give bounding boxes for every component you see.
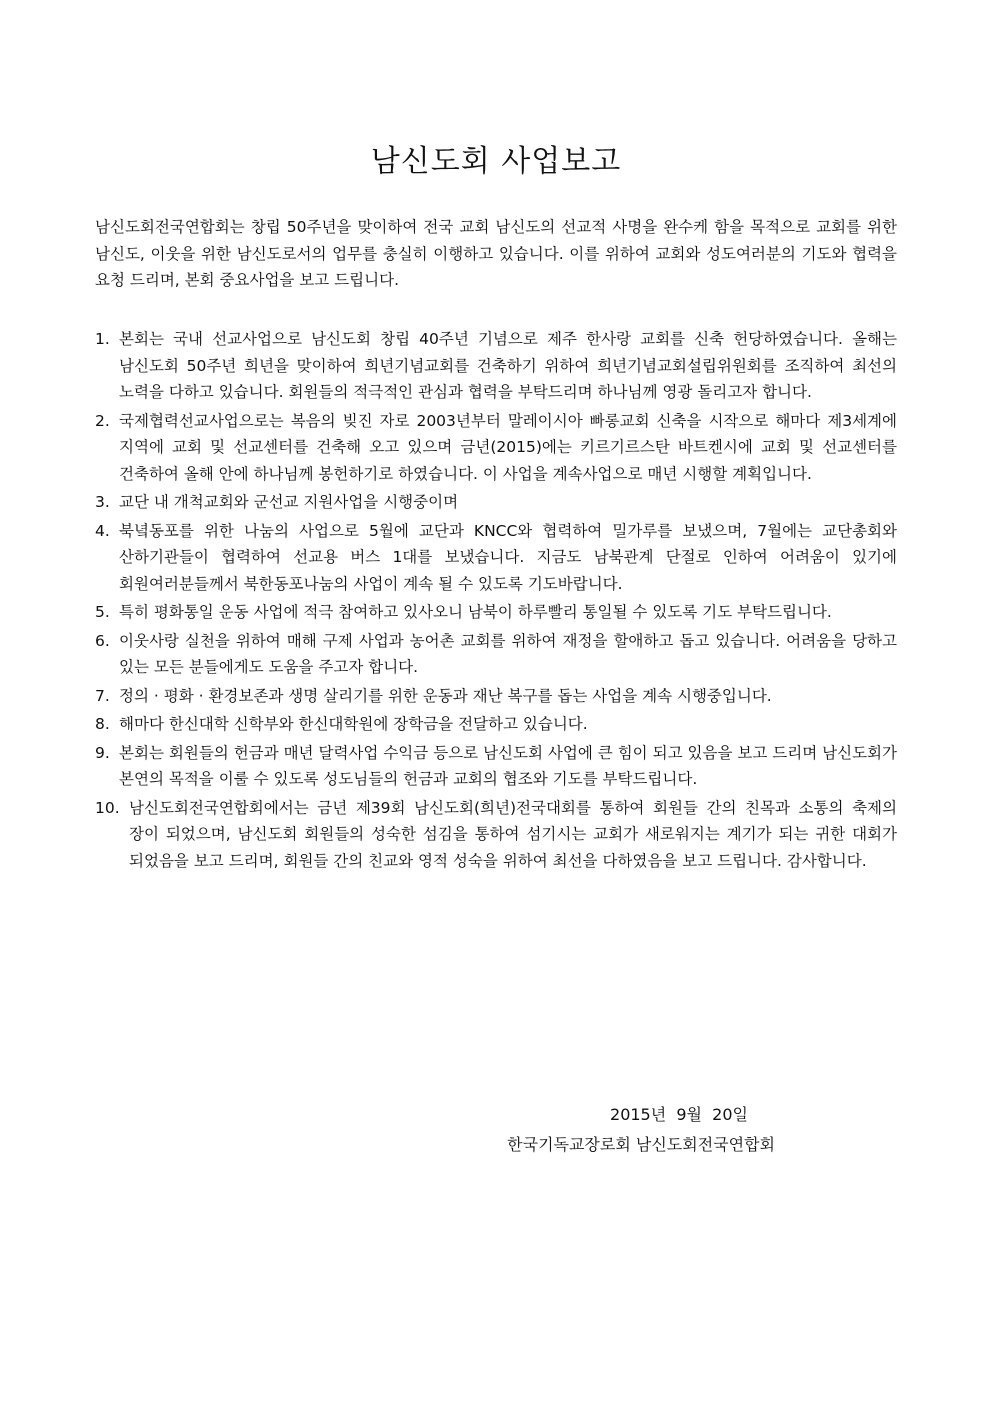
item-text: 국제협력선교사업으로는 복음의 빚진 자로 2003년부터 말레이시아 빠롱교회 신축을 시작으로 해마다 제3세계에 지역에 교회 및 선교센터를 건축해 오고 있으며 금년(2015)에는 키르기르스탄 바트켄시에 교회 및 선교센터를 건축하여 올해 안에 하나님께 봉헌하기로 하였습니다. 이 사업을 계속사업으로 매년 시행할 계획입니다. bbox=[119, 411, 897, 483]
intro-paragraph: 남신도회전국연합회는 창립 50주년을 맞이하여 전국 교회 남신도의 선교적 사명을 완수케 함을 목적으로 교회를 위한 남신도, 이웃을 위한 남신도로서의 업무를 충실히 이행하고 있습니다. 이를 위하여 교회와 성도여러분의 기도와 협력을 요청 드리며, 본회 중요사업을 보고 드립니다. bbox=[95, 218, 897, 289]
list-item bbox=[95, 408, 897, 488]
item-number: 7. bbox=[95, 686, 110, 705]
list-item bbox=[95, 518, 897, 598]
item-number: 1. bbox=[95, 330, 110, 348]
list-item bbox=[95, 795, 897, 875]
item-number: 9. bbox=[95, 743, 110, 762]
item-number: 5. bbox=[95, 603, 110, 621]
item-text: 본회는 회원들의 헌금과 매년 달력사업 수익금 등으로 남신도회 사업에 큰 힘이 되고 있음을 보고 드리며 남신도회가 본연의 목적을 이룰 수 있도록 성도님들의 헌금과 교회의 협조와 기도를 부탁드립니다. bbox=[119, 743, 897, 788]
item-text: 정의 · 평화 · 환경보존과 생명 살리기를 위한 운동과 재난 복구를 돕는 사업을 계속 시행중입니다. bbox=[119, 686, 772, 705]
item-number: 10. bbox=[95, 798, 120, 817]
document-title: 남신도회 사업보고 bbox=[370, 144, 622, 179]
item-text: 북녘동포를 위한 나눔의 사업으로 5월에 교단과 KNCC와 협력하여 밀가루를 보냈으며, 7월에는 교단총회와 산하기관들이 협력하여 선교용 버스 1대를 보냈습니다. 지금도 남북관계 단절로 인하여 어려움이 있기에 회원여러분들께서 북한동포나눔의 사업이 계속 될 수 있도록 기도바랍니다. bbox=[119, 521, 897, 593]
report-items-list bbox=[95, 326, 897, 876]
list-item bbox=[95, 489, 897, 516]
item-number: 8. bbox=[95, 715, 110, 733]
item-number: 3. bbox=[95, 493, 110, 511]
item-text: 해마다 한신대학 신학부와 한신대학원에 장학금을 전달하고 있습니다. bbox=[119, 715, 588, 733]
list-item bbox=[95, 628, 897, 681]
item-number: 4. bbox=[95, 521, 110, 540]
item-number: 6. bbox=[95, 631, 110, 650]
item-text: 특히 평화통일 운동 사업에 적극 참여하고 있사오니 남북이 하루빨리 통일될 수 있도록 기도 부탁드립니다. bbox=[119, 603, 832, 621]
item-text: 이웃사랑 실천을 위하여 매해 구제 사업과 농어촌 교회를 위하여 재정을 할애하고 돕고 있습니다. 어려움을 당하고 있는 모든 분들에게도 도움을 주고자 합니다. bbox=[119, 631, 897, 676]
item-text: 남신도회전국연합회에서는 금년 제39회 남신도회(희년)전국대회를 통하여 회원들 간의 친목과 소통의 축제의 장이 되었으며, 남신도회 회원들의 성숙한 섬김을 통하여 섬기시는 교회가 새로워지는 계기가 되는 귀한 대회가 되었음을 보고 드리며, 회원들 간의 친교와 영적 성숙을 위하여 최선을 다하였음을 보고 드립니다. 감사합니다. bbox=[129, 798, 897, 870]
organization-name: 한국기독교장로회 남신도회전국연합회 bbox=[507, 1135, 775, 1154]
list-item bbox=[95, 326, 897, 406]
list-item bbox=[95, 683, 897, 710]
item-text: 본회는 국내 선교사업으로 남신도회 창립 40주년 기념으로 제주 한사랑 교회를 신축 헌당하였습니다. 올해는 남신도회 50주년 희년을 맞이하여 희년기념교회를 건축하기 위하여 희년기념교회설립위원회를 조직하여 최선의 노력을 다하고 있습니다. 회원들의 적극적인 관심과 협력을 부탁드리며 하나님께 영광 돌리고자 합니다. bbox=[119, 330, 897, 401]
list-item bbox=[95, 599, 897, 626]
item-number: 2. bbox=[95, 411, 110, 430]
list-item bbox=[95, 740, 897, 793]
list-item bbox=[95, 711, 897, 738]
report-date: 2015년 9월 20일 bbox=[610, 1105, 748, 1124]
item-text: 교단 내 개척교회와 군선교 지원사업을 시행중이며 bbox=[119, 493, 459, 511]
